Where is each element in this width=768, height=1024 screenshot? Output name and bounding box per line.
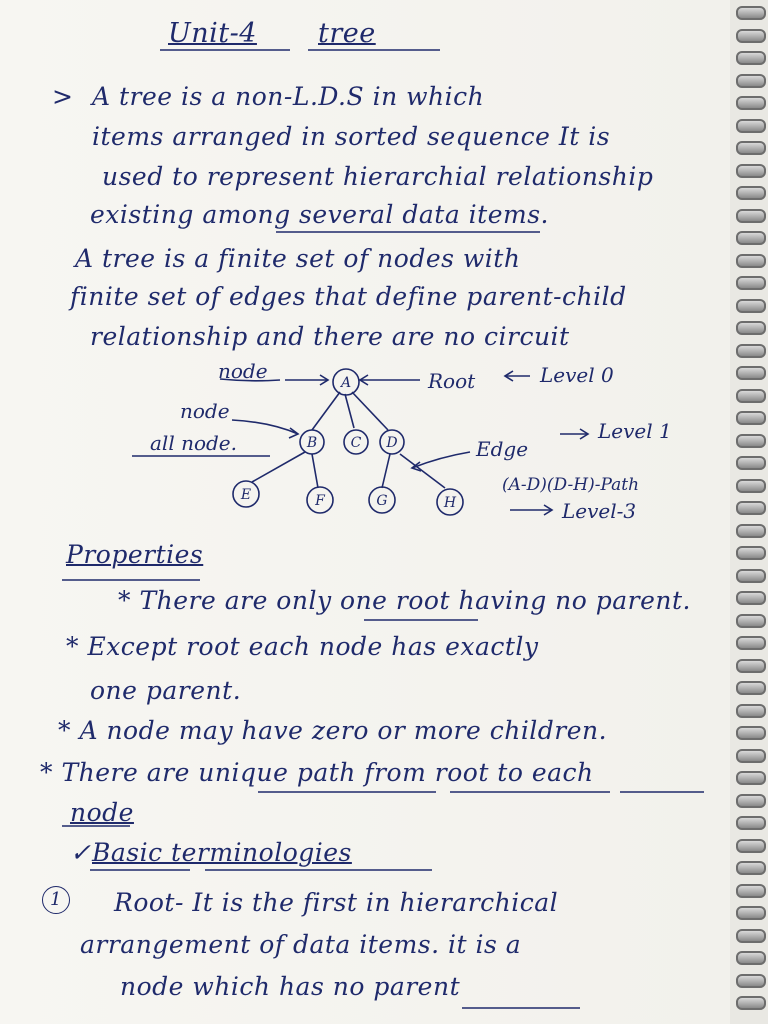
- spiral-ring: [736, 951, 766, 965]
- properties-heading-text: Properties: [66, 540, 204, 569]
- spiral-ring: [736, 276, 766, 290]
- intro-line-1: A tree is a non-L.D.S in which: [92, 82, 485, 111]
- properties-heading: [66, 540, 203, 569]
- topic-label: tree: [318, 18, 376, 49]
- spiral-ring: [736, 659, 766, 673]
- property-4-node: node: [70, 798, 134, 827]
- term-number-circle: 1: [42, 886, 70, 914]
- notebook-spiral: [730, 0, 768, 1024]
- spiral-ring: [736, 51, 766, 65]
- node-g: G: [376, 493, 388, 509]
- spiral-ring: [736, 366, 766, 380]
- node-h: H: [443, 495, 457, 511]
- spiral-ring: [736, 321, 766, 335]
- node-a: A: [340, 375, 352, 391]
- spiral-ring: [736, 164, 766, 178]
- property-2-cont: one parent.: [90, 676, 242, 705]
- spiral-ring: [736, 681, 766, 695]
- tree-diagram: [120, 352, 740, 532]
- label-edge: Edge: [476, 437, 529, 461]
- edge-b-f: [312, 454, 318, 488]
- edge-d-g: [382, 454, 390, 488]
- spiral-ring: [736, 614, 766, 628]
- spiral-ring: [736, 6, 766, 20]
- spiral-ring: [736, 861, 766, 875]
- term-root-line-1: Root- It is the first in hierarchical: [114, 888, 559, 917]
- intro-line-7: relationship and there are no circuit: [90, 322, 570, 351]
- terminologies-heading-text: Basic terminologies: [92, 838, 352, 867]
- unit-title: [168, 18, 257, 49]
- spiral-ring: [736, 119, 766, 133]
- spiral-ring: [736, 29, 766, 43]
- term-root-line-3: node which has no parent: [120, 972, 461, 1001]
- spiral-ring: [736, 231, 766, 245]
- edge-a-b: [312, 392, 340, 430]
- spiral-ring: [736, 996, 766, 1010]
- spiral-ring: [736, 546, 766, 560]
- intro-arrow: >: [52, 82, 74, 111]
- node-e: E: [240, 487, 252, 503]
- label-level1: Level 1: [598, 419, 672, 443]
- arrow-node-b: [232, 420, 298, 434]
- topic-title: [318, 18, 376, 49]
- spiral-ring: [736, 974, 766, 988]
- spiral-ring: [736, 479, 766, 493]
- spiral-ring: [736, 524, 766, 538]
- spiral-ring: [736, 389, 766, 403]
- intro-line-3: used to represent hierarchial relationship: [102, 162, 654, 191]
- node-f: F: [315, 493, 325, 509]
- spiral-ring: [736, 749, 766, 763]
- node-b: B: [306, 435, 318, 451]
- label-root: Root: [428, 369, 476, 393]
- property-1: * There are only one root having no parent.: [118, 586, 691, 615]
- spiral-ring: [736, 456, 766, 470]
- spiral-ring: [736, 434, 766, 448]
- unit-label: Unit-4: [168, 18, 257, 49]
- property-4: * There are unique path from root to each: [40, 758, 594, 787]
- spiral-ring: [736, 591, 766, 605]
- label-node-b: node: [180, 399, 230, 423]
- spiral-ring: [736, 726, 766, 740]
- spiral-ring: [736, 74, 766, 88]
- spiral-ring: [736, 816, 766, 830]
- spiral-ring: [736, 186, 766, 200]
- spiral-ring: [736, 636, 766, 650]
- spiral-ring: [736, 96, 766, 110]
- intro-line-4: existing among several data items.: [90, 200, 549, 229]
- spiral-ring: [736, 884, 766, 898]
- property-2: * Except root each node has exactly: [66, 632, 539, 661]
- label-level2: Level-3: [562, 499, 637, 523]
- spiral-ring: [736, 344, 766, 358]
- intro-line-6: finite set of edges that define parent-child: [70, 282, 627, 311]
- property-4-cont: [70, 798, 134, 827]
- spiral-ring: [736, 704, 766, 718]
- spiral-ring: [736, 771, 766, 785]
- spiral-ring: [736, 209, 766, 223]
- edge-a-d: [352, 392, 388, 430]
- spiral-ring: [736, 839, 766, 853]
- label-path: (A-D)(D-H)-Path: [502, 475, 640, 495]
- label-all-node: all node.: [150, 431, 237, 455]
- spiral-ring: [736, 254, 766, 268]
- intro-line-5: A tree is a finite set of nodes with: [75, 244, 521, 273]
- spiral-ring: [736, 906, 766, 920]
- terminologies-heading: [92, 838, 352, 867]
- node-d: D: [386, 435, 398, 451]
- spiral-ring: [736, 569, 766, 583]
- arrow-edge: [412, 452, 470, 468]
- spiral-ring: [736, 929, 766, 943]
- terminologies-check: ✓: [70, 838, 92, 867]
- spiral-ring: [736, 501, 766, 515]
- term-root-line-2: arrangement of data items. it is a: [80, 930, 522, 959]
- label-level0: Level 0: [540, 363, 614, 387]
- property-3: * A node may have zero or more children.: [58, 716, 608, 745]
- spiral-ring: [736, 411, 766, 425]
- spiral-ring: [736, 794, 766, 808]
- edge-a-c: [345, 394, 354, 428]
- node-c: C: [350, 435, 362, 451]
- label-node-a: node: [218, 359, 268, 383]
- spiral-ring: [736, 141, 766, 155]
- spiral-ring: [736, 299, 766, 313]
- intro-line-2: items arranged in sorted sequence It is: [92, 122, 611, 151]
